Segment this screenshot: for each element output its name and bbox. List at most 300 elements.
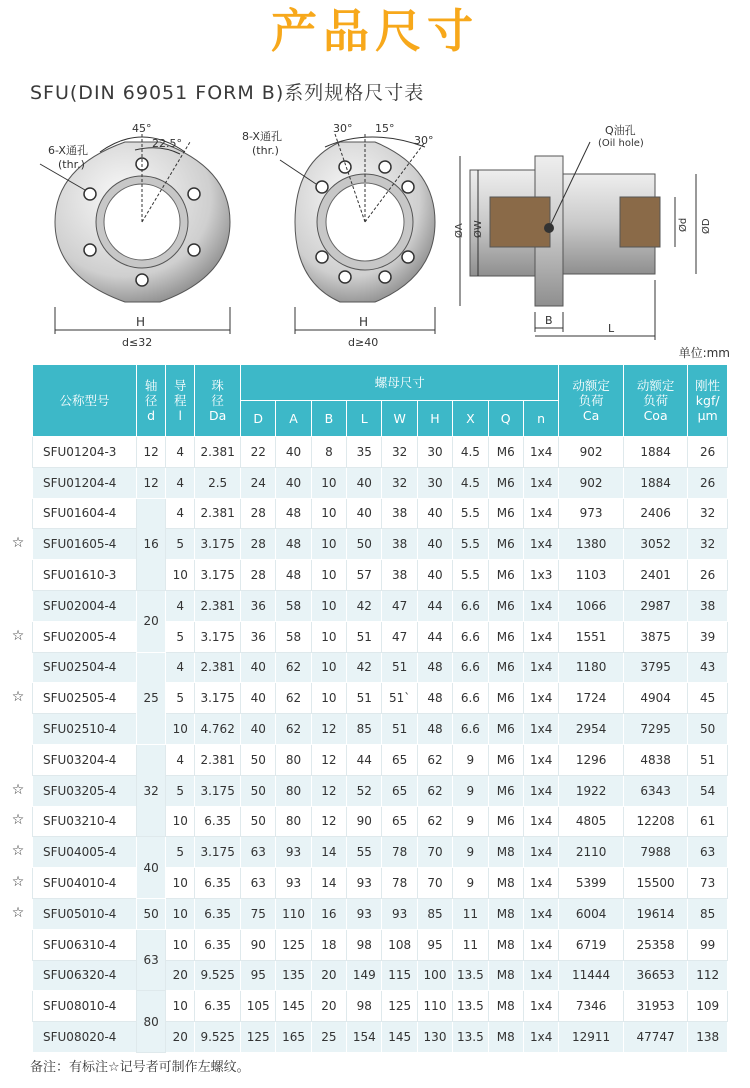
cell-W: 38: [382, 560, 417, 591]
model-cell: SFU06320-4: [33, 960, 137, 991]
cell-n: 1x4: [523, 929, 558, 960]
cell-Ca: 902: [559, 437, 623, 468]
left-angle2-label: 22.5°: [152, 137, 182, 150]
cell-A: 93: [276, 837, 311, 868]
col-X: X: [453, 401, 488, 437]
col-H: H: [417, 401, 452, 437]
cell-Da: 6.35: [195, 929, 241, 960]
dD-label: ØD: [701, 218, 712, 234]
cell-Q: M8: [488, 960, 523, 991]
cell-n: 1x3: [523, 560, 558, 591]
mid-thr-label: (thr.): [252, 144, 279, 157]
cell-Coa: 36653: [623, 960, 687, 991]
cell-l: 5: [166, 529, 195, 560]
cell-Ca: 6719: [559, 929, 623, 960]
model-cell: SFU03210-4: [33, 806, 137, 837]
cell-X: 5.5: [453, 560, 488, 591]
cell-X: 6.6: [453, 683, 488, 714]
cell-Q: M6: [488, 498, 523, 529]
cell-D: 105: [241, 991, 276, 1022]
cell-l: 4: [166, 590, 195, 621]
cell-n: 1x4: [523, 529, 558, 560]
cell-W: 78: [382, 837, 417, 868]
cell-L: 149: [347, 960, 382, 991]
col-L: L: [347, 401, 382, 437]
cell-Da: 4.762: [195, 714, 241, 745]
cell-D: 40: [241, 714, 276, 745]
cell-W: 93: [382, 898, 417, 929]
cell-D: 22: [241, 437, 276, 468]
cell-Ca: 6004: [559, 898, 623, 929]
mid-flange-view: [280, 132, 435, 334]
cell-l: 4: [166, 744, 195, 775]
cell-Q: M6: [488, 467, 523, 498]
cell-Da: 9.525: [195, 1022, 241, 1053]
cell-X: 9: [453, 775, 488, 806]
cell-X: 5.5: [453, 498, 488, 529]
left-cond-label: d≤32: [122, 336, 153, 349]
cell-Ca: 1103: [559, 560, 623, 591]
cell-L: 40: [347, 498, 382, 529]
table-row: [33, 837, 728, 868]
cell-B: 10: [311, 621, 346, 652]
cell-Q: M6: [488, 683, 523, 714]
cell-D: 125: [241, 1022, 276, 1053]
cell-Q: M6: [488, 590, 523, 621]
cell-W: 51`: [382, 683, 417, 714]
cell-D: 24: [241, 467, 276, 498]
cell-n: 1x4: [523, 837, 558, 868]
cell-rig: 51: [688, 744, 728, 775]
cell-Coa: 12208: [623, 806, 687, 837]
cell-B: 10: [311, 560, 346, 591]
left-thread-star-icon: ☆: [11, 627, 25, 644]
mid-cond-label: d≥40: [348, 336, 379, 349]
dd-label: Ød: [678, 217, 689, 232]
cell-Coa: 7988: [623, 837, 687, 868]
model-cell: SFU04005-4: [33, 837, 137, 868]
model-cell: SFU08010-4: [33, 991, 137, 1022]
mid-angle3-label: 30°: [414, 134, 434, 147]
cell-Coa: 3875: [623, 621, 687, 652]
cell-rig: 85: [688, 898, 728, 929]
cell-H: 62: [417, 744, 452, 775]
shaft-cell: 50: [137, 898, 166, 929]
cell-l: 10: [166, 806, 195, 837]
cell-L: 44: [347, 744, 382, 775]
cell-D: 28: [241, 560, 276, 591]
cell-X: 4.5: [453, 467, 488, 498]
cell-W: 38: [382, 498, 417, 529]
cell-B: 10: [311, 529, 346, 560]
cell-Da: 3.175: [195, 775, 241, 806]
cell-A: 58: [276, 590, 311, 621]
cell-Da: 6.35: [195, 806, 241, 837]
cell-L: 55: [347, 837, 382, 868]
cell-Ca: 1551: [559, 621, 623, 652]
cell-A: 80: [276, 744, 311, 775]
cell-l: 5: [166, 837, 195, 868]
left-thread-star-icon: ☆: [11, 781, 25, 798]
model-cell: SFU01204-3: [33, 437, 137, 468]
table-row: [33, 652, 728, 683]
cell-rig: 32: [688, 529, 728, 560]
l-dim-label: L: [608, 322, 615, 335]
model-cell: SFU01604-4: [33, 498, 137, 529]
dW-label: ØW: [473, 220, 484, 238]
cell-H: 44: [417, 590, 452, 621]
cell-Coa: 4838: [623, 744, 687, 775]
cell-Ca: 7346: [559, 991, 623, 1022]
cell-H: 95: [417, 929, 452, 960]
cell-Coa: 2987: [623, 590, 687, 621]
table-row: [33, 590, 728, 621]
cell-B: 25: [311, 1022, 346, 1053]
cell-Da: 3.175: [195, 529, 241, 560]
cell-W: 65: [382, 744, 417, 775]
cell-l: 4: [166, 652, 195, 683]
cell-D: 50: [241, 744, 276, 775]
cell-D: 50: [241, 775, 276, 806]
cell-B: 10: [311, 683, 346, 714]
cell-Ca: 2954: [559, 714, 623, 745]
shaft-cell: 16: [137, 498, 166, 590]
cell-Coa: 7295: [623, 714, 687, 745]
cell-A: 40: [276, 437, 311, 468]
cell-rig: 61: [688, 806, 728, 837]
unit-label: 单位:mm: [678, 346, 730, 360]
cell-l: 10: [166, 714, 195, 745]
cell-Coa: 4904: [623, 683, 687, 714]
model-cell: SFU02504-4: [33, 652, 137, 683]
col-model: 公称型号: [33, 365, 137, 437]
cell-Da: 3.175: [195, 621, 241, 652]
cell-Ca: 1180: [559, 652, 623, 683]
col-W: W: [382, 401, 417, 437]
cell-Ca: 902: [559, 467, 623, 498]
cell-X: 9: [453, 806, 488, 837]
cell-Q: M8: [488, 1022, 523, 1053]
table-row: [33, 437, 728, 468]
dA-label: ØA: [454, 223, 465, 238]
mid-angle2-label: 15°: [375, 122, 395, 135]
cell-Q: M6: [488, 714, 523, 745]
cell-B: 14: [311, 868, 346, 899]
cell-n: 1x4: [523, 960, 558, 991]
cell-Q: M8: [488, 868, 523, 899]
cell-n: 1x4: [523, 868, 558, 899]
cell-B: 12: [311, 775, 346, 806]
cell-A: 48: [276, 560, 311, 591]
cell-H: 62: [417, 806, 452, 837]
model-cell: SFU05010-4: [33, 898, 137, 929]
mid-holes-label: 8-X通孔: [242, 130, 282, 143]
cell-n: 1x4: [523, 498, 558, 529]
shaft-cell: 63: [137, 929, 166, 991]
left-thread-star-icon: ☆: [11, 535, 25, 552]
cell-W: 51: [382, 714, 417, 745]
cell-l: 20: [166, 1022, 195, 1053]
cell-Coa: 2406: [623, 498, 687, 529]
cell-Ca: 1922: [559, 775, 623, 806]
left-thr-label: (thr.): [58, 158, 85, 171]
col-ball: 珠 径 Da: [195, 365, 241, 437]
cell-L: 42: [347, 652, 382, 683]
cell-L: 98: [347, 991, 382, 1022]
cell-D: 36: [241, 590, 276, 621]
cell-A: 125: [276, 929, 311, 960]
cell-H: 70: [417, 837, 452, 868]
cell-n: 1x4: [523, 683, 558, 714]
cell-X: 11: [453, 929, 488, 960]
cell-Coa: 1884: [623, 437, 687, 468]
cell-X: 9: [453, 837, 488, 868]
table-row: [33, 498, 728, 529]
cell-B: 20: [311, 960, 346, 991]
shaft-cell: 32: [137, 744, 166, 836]
cell-l: 10: [166, 929, 195, 960]
model-cell: SFU02005-4: [33, 621, 137, 652]
model-cell: SFU04010-4: [33, 868, 137, 899]
mid-angle1-label: 30°: [333, 122, 353, 135]
cell-l: 10: [166, 898, 195, 929]
cell-B: 20: [311, 991, 346, 1022]
cell-l: 5: [166, 683, 195, 714]
b-dim-label: B: [545, 314, 553, 327]
cell-H: 85: [417, 898, 452, 929]
cell-rig: 39: [688, 621, 728, 652]
col-shaft: 轴 径 d: [137, 365, 166, 437]
cell-rig: 26: [688, 467, 728, 498]
cell-Coa: 2401: [623, 560, 687, 591]
cell-rig: 63: [688, 837, 728, 868]
series-subtitle: SFU(DIN 69051 FORM B)系列规格尺寸表: [30, 82, 425, 104]
cell-D: 28: [241, 498, 276, 529]
model-cell: SFU02505-4: [33, 683, 137, 714]
cell-A: 40: [276, 467, 311, 498]
cell-D: 95: [241, 960, 276, 991]
cell-X: 6.6: [453, 652, 488, 683]
cell-W: 78: [382, 868, 417, 899]
cell-H: 130: [417, 1022, 452, 1053]
cell-Da: 6.35: [195, 868, 241, 899]
col-ca: 动额定 负荷 Ca: [559, 365, 623, 437]
cell-Da: 9.525: [195, 960, 241, 991]
cell-D: 40: [241, 652, 276, 683]
cell-rig: 99: [688, 929, 728, 960]
cell-n: 1x4: [523, 898, 558, 929]
shaft-cell: 12: [137, 437, 166, 468]
cell-n: 1x4: [523, 775, 558, 806]
cell-A: 110: [276, 898, 311, 929]
cell-X: 9: [453, 744, 488, 775]
cell-Da: 3.175: [195, 560, 241, 591]
cell-rig: 38: [688, 590, 728, 621]
side-view: [460, 142, 696, 340]
cell-Da: 6.35: [195, 991, 241, 1022]
cell-X: 4.5: [453, 437, 488, 468]
cell-A: 62: [276, 652, 311, 683]
cell-rig: 26: [688, 437, 728, 468]
cell-W: 47: [382, 621, 417, 652]
cell-W: 125: [382, 991, 417, 1022]
cell-Coa: 15500: [623, 868, 687, 899]
cell-D: 40: [241, 683, 276, 714]
cell-Da: 2.381: [195, 652, 241, 683]
cell-Coa: 47747: [623, 1022, 687, 1053]
cell-L: 42: [347, 590, 382, 621]
cell-rig: 50: [688, 714, 728, 745]
nut-drawing: [30, 112, 730, 352]
shaft-cell: 80: [137, 991, 166, 1053]
cell-B: 18: [311, 929, 346, 960]
left-thread-star-icon: ☆: [11, 812, 25, 829]
cell-W: 32: [382, 437, 417, 468]
shaft-cell: 20: [137, 590, 166, 652]
cell-H: 30: [417, 437, 452, 468]
cell-A: 135: [276, 960, 311, 991]
cell-l: 4: [166, 498, 195, 529]
cell-n: 1x4: [523, 1022, 558, 1053]
model-cell: SFU06310-4: [33, 929, 137, 960]
cell-W: 115: [382, 960, 417, 991]
cell-B: 12: [311, 806, 346, 837]
cell-l: 5: [166, 621, 195, 652]
cell-B: 10: [311, 590, 346, 621]
cell-L: 85: [347, 714, 382, 745]
cell-X: 11: [453, 898, 488, 929]
model-cell: SFU03205-4: [33, 775, 137, 806]
shaft-cell: 40: [137, 837, 166, 899]
cell-L: 57: [347, 560, 382, 591]
cell-H: 40: [417, 498, 452, 529]
cell-Q: M6: [488, 529, 523, 560]
cell-rig: 138: [688, 1022, 728, 1053]
cell-Ca: 1296: [559, 744, 623, 775]
cell-Ca: 4805: [559, 806, 623, 837]
page-title: 产品尺寸: [271, 4, 479, 58]
cell-A: 145: [276, 991, 311, 1022]
cell-X: 13.5: [453, 960, 488, 991]
cell-W: 32: [382, 467, 417, 498]
cell-B: 10: [311, 498, 346, 529]
cell-l: 5: [166, 775, 195, 806]
cell-L: 35: [347, 437, 382, 468]
cell-Coa: 31953: [623, 991, 687, 1022]
cell-B: 10: [311, 467, 346, 498]
cell-Q: M6: [488, 775, 523, 806]
cell-W: 51: [382, 652, 417, 683]
cell-A: 48: [276, 529, 311, 560]
cell-D: 75: [241, 898, 276, 929]
cell-L: 51: [347, 683, 382, 714]
cell-Q: M6: [488, 437, 523, 468]
cell-H: 100: [417, 960, 452, 991]
cell-X: 9: [453, 868, 488, 899]
model-cell: SFU01610-3: [33, 560, 137, 591]
cell-n: 1x4: [523, 806, 558, 837]
model-cell: SFU01204-4: [33, 467, 137, 498]
cell-A: 48: [276, 498, 311, 529]
cell-rig: 26: [688, 560, 728, 591]
cell-Coa: 19614: [623, 898, 687, 929]
spec-table: [32, 364, 728, 1053]
cell-A: 165: [276, 1022, 311, 1053]
cell-L: 154: [347, 1022, 382, 1053]
cell-X: 13.5: [453, 1022, 488, 1053]
cell-L: 50: [347, 529, 382, 560]
cell-A: 62: [276, 714, 311, 745]
cell-H: 48: [417, 683, 452, 714]
model-cell: SFU02004-4: [33, 590, 137, 621]
cell-A: 62: [276, 683, 311, 714]
model-cell: SFU01605-4: [33, 529, 137, 560]
cell-W: 145: [382, 1022, 417, 1053]
cell-H: 62: [417, 775, 452, 806]
cell-Ca: 5399: [559, 868, 623, 899]
table-row: [33, 991, 728, 1022]
cell-Da: 3.175: [195, 837, 241, 868]
cell-rig: 112: [688, 960, 728, 991]
cell-B: 8: [311, 437, 346, 468]
cell-A: 58: [276, 621, 311, 652]
cell-B: 16: [311, 898, 346, 929]
cell-Ca: 1380: [559, 529, 623, 560]
cell-l: 4: [166, 437, 195, 468]
cell-X: 5.5: [453, 529, 488, 560]
left-thread-star-icon: ☆: [11, 843, 25, 860]
cell-H: 110: [417, 991, 452, 1022]
cell-Q: M8: [488, 991, 523, 1022]
cell-W: 47: [382, 590, 417, 621]
cell-Da: 2.381: [195, 437, 241, 468]
cell-Da: 6.35: [195, 898, 241, 929]
cell-B: 12: [311, 714, 346, 745]
col-B: B: [311, 401, 346, 437]
cell-L: 52: [347, 775, 382, 806]
cell-Ca: 12911: [559, 1022, 623, 1053]
cell-D: 90: [241, 929, 276, 960]
cell-rig: 54: [688, 775, 728, 806]
cell-Coa: 1884: [623, 467, 687, 498]
left-h-label: H: [136, 315, 146, 329]
cell-Q: M6: [488, 652, 523, 683]
cell-Ca: 973: [559, 498, 623, 529]
cell-L: 40: [347, 467, 382, 498]
cell-H: 40: [417, 529, 452, 560]
cell-Q: M8: [488, 898, 523, 929]
left-holes-label: 6-X通孔: [48, 144, 88, 157]
oil-hole-label: Q油孔: [605, 124, 636, 137]
cell-Da: 2.5: [195, 467, 241, 498]
left-thread-star-icon: ☆: [11, 689, 25, 706]
cell-rig: 32: [688, 498, 728, 529]
col-nut-group: 螺母尺寸: [241, 365, 559, 401]
col-rigidity: 刚性 kgf/ μm: [688, 365, 728, 437]
cell-Da: 2.381: [195, 744, 241, 775]
cell-rig: 73: [688, 868, 728, 899]
cell-rig: 43: [688, 652, 728, 683]
mid-h-label: H: [359, 315, 369, 329]
cell-Coa: 3795: [623, 652, 687, 683]
cell-D: 63: [241, 837, 276, 868]
cell-Q: M6: [488, 560, 523, 591]
cell-Q: M6: [488, 621, 523, 652]
cell-X: 6.6: [453, 714, 488, 745]
cell-n: 1x4: [523, 744, 558, 775]
cell-H: 40: [417, 560, 452, 591]
col-D: D: [241, 401, 276, 437]
